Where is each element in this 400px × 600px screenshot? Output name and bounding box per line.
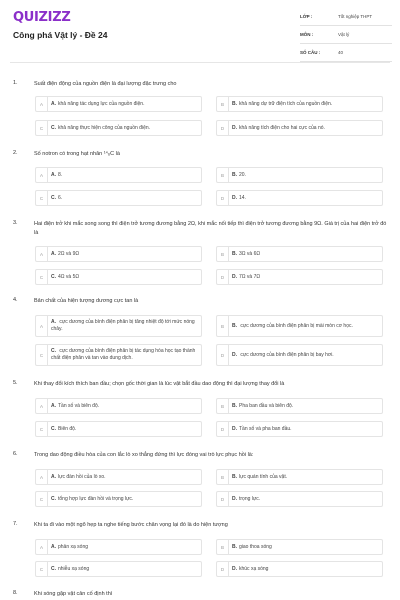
option-letter: A <box>36 97 48 111</box>
question-number: 3. <box>13 220 18 226</box>
answer-option-c[interactable] <box>35 120 202 136</box>
option-letter: A <box>36 399 48 413</box>
worksheet-header <box>0 0 400 68</box>
meta-row-count <box>300 49 392 62</box>
option-letter: C <box>36 562 48 576</box>
option-text: C. 4Ω và 5Ω <box>51 273 80 280</box>
question-text: Trong dao động điều hòa của con lắc lò xo thẳng đứng thì lực đóng vai trò lực phục hồi là: <box>34 452 254 458</box>
answer-option-c[interactable] <box>35 421 202 437</box>
answer-option-c[interactable] <box>35 190 202 206</box>
meta-value: Vật lý <box>338 32 350 37</box>
question-number: 8. <box>13 590 18 596</box>
option-letter: A <box>36 316 48 336</box>
answer-option-a[interactable] <box>35 539 202 555</box>
option-letter: C <box>36 345 48 365</box>
option-text: B. lực quán tính của vật. <box>232 473 288 480</box>
option-letter: A <box>36 168 48 182</box>
option-text: A. cực dương của bình điện phân bị tăng nhiệt độ tới mức nóng chảy. <box>51 319 195 332</box>
option-text: A. lực đàn hồi của lò xo. <box>51 473 106 480</box>
meta-row-subject <box>300 31 392 44</box>
option-text: D. cực dương của bình điện phân bị bay hơi. <box>232 351 334 358</box>
option-letter: C <box>36 492 48 506</box>
answer-option-c[interactable] <box>35 269 202 285</box>
question-text: Khi ta đi vào một ngõ hẹp ta nghe tiếng bước chân vọng lại đó là do hiện tượng <box>34 522 228 528</box>
option-letter: B <box>217 168 229 182</box>
option-text: C. Biên độ. <box>51 425 77 432</box>
option-text: B. khả năng dự trữ điện tích của nguồn điện. <box>232 100 333 107</box>
question-number: 2. <box>13 150 18 156</box>
question-text: Khi sóng gặp vật cản cố định thì <box>34 591 113 597</box>
option-text: C. tổng hợp lực đàn hồi và trọng lực. <box>51 495 134 502</box>
option-text: D. khả năng tích điện cho hai cực của nó. <box>232 124 325 131</box>
option-text: B. cực dương của bình điện phân bị mài mòn cơ học. <box>232 322 353 329</box>
option-letter: D <box>217 270 229 284</box>
option-letter: B <box>217 399 229 413</box>
option-letter: B <box>217 97 229 111</box>
answer-option-b[interactable] <box>216 96 383 112</box>
meta-key: MÔN : <box>300 32 314 37</box>
header-divider <box>10 62 390 63</box>
option-text: A. khả năng tác dụng lực của nguồn điện. <box>51 100 145 107</box>
option-text: A. phản xạ sóng <box>51 543 89 550</box>
meta-key: LỚP : <box>300 14 313 19</box>
answer-option-a[interactable] <box>35 469 202 485</box>
option-letter: C <box>36 121 48 135</box>
quizizz-logo: QUIZIZZ <box>13 10 71 25</box>
option-text: D. 14. <box>232 194 246 201</box>
answer-option-a[interactable] <box>35 246 202 262</box>
option-text: D. 7Ω và 7Ω <box>232 273 261 280</box>
option-text: B. 3Ω và 6Ω <box>232 250 261 257</box>
option-letter: B <box>217 540 229 554</box>
question-text: Khi thay đổi kích thích ban đầu; chọn gốc thời gian là lúc vật bắt đầu dao động thì đại lượng thay đổi là <box>34 381 285 387</box>
option-letter: C <box>36 270 48 284</box>
answer-option-d[interactable] <box>216 190 383 206</box>
question-text: Bản chất của hiện tượng dương cực tan là <box>34 298 139 304</box>
option-text: C. 6. <box>51 194 63 201</box>
option-letter: A <box>36 247 48 261</box>
option-letter: D <box>217 422 229 436</box>
answer-option-a[interactable] <box>35 398 202 414</box>
question-text: Số notron có trong hạt nhân ¹⁴₆C là <box>34 151 120 157</box>
option-letter: D <box>217 345 229 365</box>
answer-option-b[interactable] <box>216 398 383 414</box>
answer-option-d[interactable] <box>216 561 383 577</box>
option-text: B. giao thoa sóng <box>232 543 272 550</box>
option-text: B. Pha ban đầu và biên độ. <box>232 402 294 409</box>
option-letter: A <box>36 470 48 484</box>
answer-option-b[interactable] <box>216 469 383 485</box>
answer-option-c[interactable] <box>35 561 202 577</box>
option-letter: B <box>217 247 229 261</box>
answer-option-b[interactable] <box>216 167 383 183</box>
option-letter: D <box>217 492 229 506</box>
option-text: D. trọng lực. <box>232 495 261 502</box>
option-letter: D <box>217 191 229 205</box>
answer-option-c[interactable] <box>35 491 202 507</box>
option-letter: D <box>217 121 229 135</box>
answer-option-a[interactable] <box>35 315 202 337</box>
question-number: 6. <box>13 451 18 457</box>
meta-value: Tốt nghiệp THPT <box>338 14 373 19</box>
answer-option-a[interactable] <box>35 96 202 112</box>
option-text: C. khả năng thực hiện công của nguồn điện. <box>51 124 151 131</box>
option-letter: B <box>217 470 229 484</box>
option-letter: C <box>36 422 48 436</box>
option-text: A. 8. <box>51 171 63 178</box>
option-text: D. Tần số và pha ban đầu. <box>232 425 292 432</box>
meta-key: SỐ CÂU : <box>300 50 321 55</box>
option-text: C. cực dương của bình điện phân bị tác dụng hóa học tạo thành chất điện phân và tan vào dung dịch. <box>51 348 196 361</box>
answer-option-c[interactable] <box>35 344 202 366</box>
option-text: A. 2Ω và 9Ω <box>51 250 80 257</box>
answer-option-d[interactable] <box>216 120 383 136</box>
answer-option-b[interactable] <box>216 246 383 262</box>
option-letter: B <box>217 316 229 336</box>
meta-row-class <box>300 13 392 26</box>
answer-option-b[interactable] <box>216 315 383 337</box>
answer-option-d[interactable] <box>216 344 383 366</box>
option-letter: D <box>217 562 229 576</box>
answer-option-d[interactable] <box>216 421 383 437</box>
option-letter: C <box>36 191 48 205</box>
option-text: D. khúc xạ sóng <box>232 565 269 572</box>
worksheet-title: Công phá Vật lý - Đề 24 <box>13 30 108 40</box>
option-letter: A <box>36 540 48 554</box>
answer-option-a[interactable] <box>35 167 202 183</box>
question-number: 4. <box>13 297 18 303</box>
option-text: B. 20. <box>232 171 246 178</box>
question-number: 7. <box>13 521 18 527</box>
question-text: Hai điện trở khi mắc song song thì điện trở tương đương bằng 2Ω, khi mắc nối tiếp thì điện trở tương đương bằng 9Ω. Giá trị của hai điện trở đó là <box>34 221 387 236</box>
question-text: Suất điện động của nguồn điện là đại lượng đặc trưng cho <box>34 81 177 87</box>
question-number: 5. <box>13 380 18 386</box>
option-text: C. nhiễu xạ sóng <box>51 565 90 572</box>
option-text: A. Tần số và biên độ. <box>51 402 100 409</box>
meta-value: 40 <box>338 50 344 55</box>
answer-option-d[interactable] <box>216 269 383 285</box>
meta-table <box>300 13 392 67</box>
answer-option-b[interactable] <box>216 539 383 555</box>
question-number: 1. <box>13 80 18 86</box>
answer-option-d[interactable] <box>216 491 383 507</box>
